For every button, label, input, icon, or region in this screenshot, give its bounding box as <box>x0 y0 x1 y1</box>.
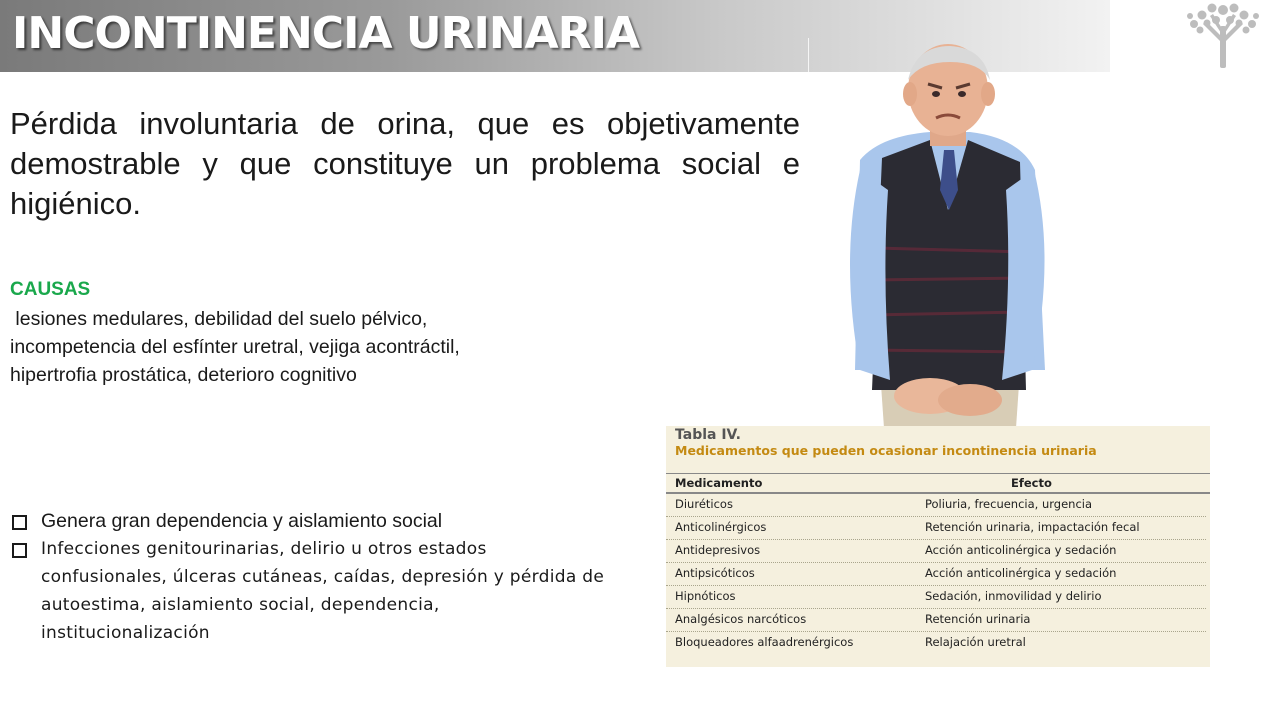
list-item-text: Genera gran dependencia y aislamiento social <box>41 510 443 532</box>
table-cell: Acción anticolinérgica y sedación <box>925 543 1117 557</box>
causes-text: lesiones medulares, debilidad del suelo pélvico, incompetencia del esfínter uretral, vejiga acontráctil, hipertrofia prostática, deterioro cognitivo <box>10 308 466 386</box>
consequences-list <box>12 507 612 647</box>
checkbox-bullet-icon <box>12 543 27 558</box>
column-header-medicamento: Medicamento <box>675 476 763 490</box>
definition-text: Pérdida involuntaria de orina, que es objetivamente demostrable y que constituye un problema social e higiénico. <box>10 106 800 221</box>
table-cell: Poliuria, frecuencia, urgencia <box>925 497 1093 511</box>
table-cell: Retención urinaria <box>925 612 1031 626</box>
table-row <box>666 631 1206 654</box>
table-row <box>666 516 1206 540</box>
slide-title: INCONTINENCIA URINARIA <box>12 8 639 59</box>
table-cell: Antidepresivos <box>675 543 761 557</box>
table-row <box>666 585 1206 609</box>
table-caption: Tabla IV. <box>675 427 741 443</box>
table-cell: Hipnóticos <box>675 589 736 603</box>
table-subtitle: Medicamentos que pueden ocasionar incontinencia urinaria <box>675 443 1097 458</box>
table-header-row <box>666 473 1210 494</box>
table-cell: Anticolinérgicos <box>675 520 767 534</box>
table-cell: Sedación, inmovilidad y delirio <box>925 589 1102 603</box>
table-row <box>666 493 1206 517</box>
table-cell: Bloqueadores alfaadrenérgicos <box>675 635 854 649</box>
list-item <box>12 535 612 647</box>
table-cell: Retención urinaria, impactación fecal <box>925 520 1140 534</box>
title-divider <box>808 38 809 72</box>
table-row <box>666 608 1206 632</box>
table-cell: Diuréticos <box>675 497 733 511</box>
table-cell: Acción anticolinérgica y sedación <box>925 566 1117 580</box>
table-cell: Antipsicóticos <box>675 566 755 580</box>
elderly-man-photo <box>820 40 1070 428</box>
list-item <box>12 507 612 535</box>
checkbox-bullet-icon <box>12 515 27 530</box>
table-cell: Relajación uretral <box>925 635 1026 649</box>
table-row <box>666 539 1206 563</box>
column-header-efecto: Efecto <box>1011 476 1052 490</box>
medication-table <box>666 426 1210 667</box>
table-cell: Analgésicos narcóticos <box>675 612 807 626</box>
table-row <box>666 562 1206 586</box>
tree-icon <box>1176 0 1272 72</box>
causes-heading: CAUSAS <box>10 279 91 300</box>
list-item-text: Infecciones genitourinarias, delirio u otros estados confusionales, úlceras cutáneas, caídas, depresión y pérdida de autoestima, aislamiento social, dependencia, institucionalización <box>41 539 605 643</box>
